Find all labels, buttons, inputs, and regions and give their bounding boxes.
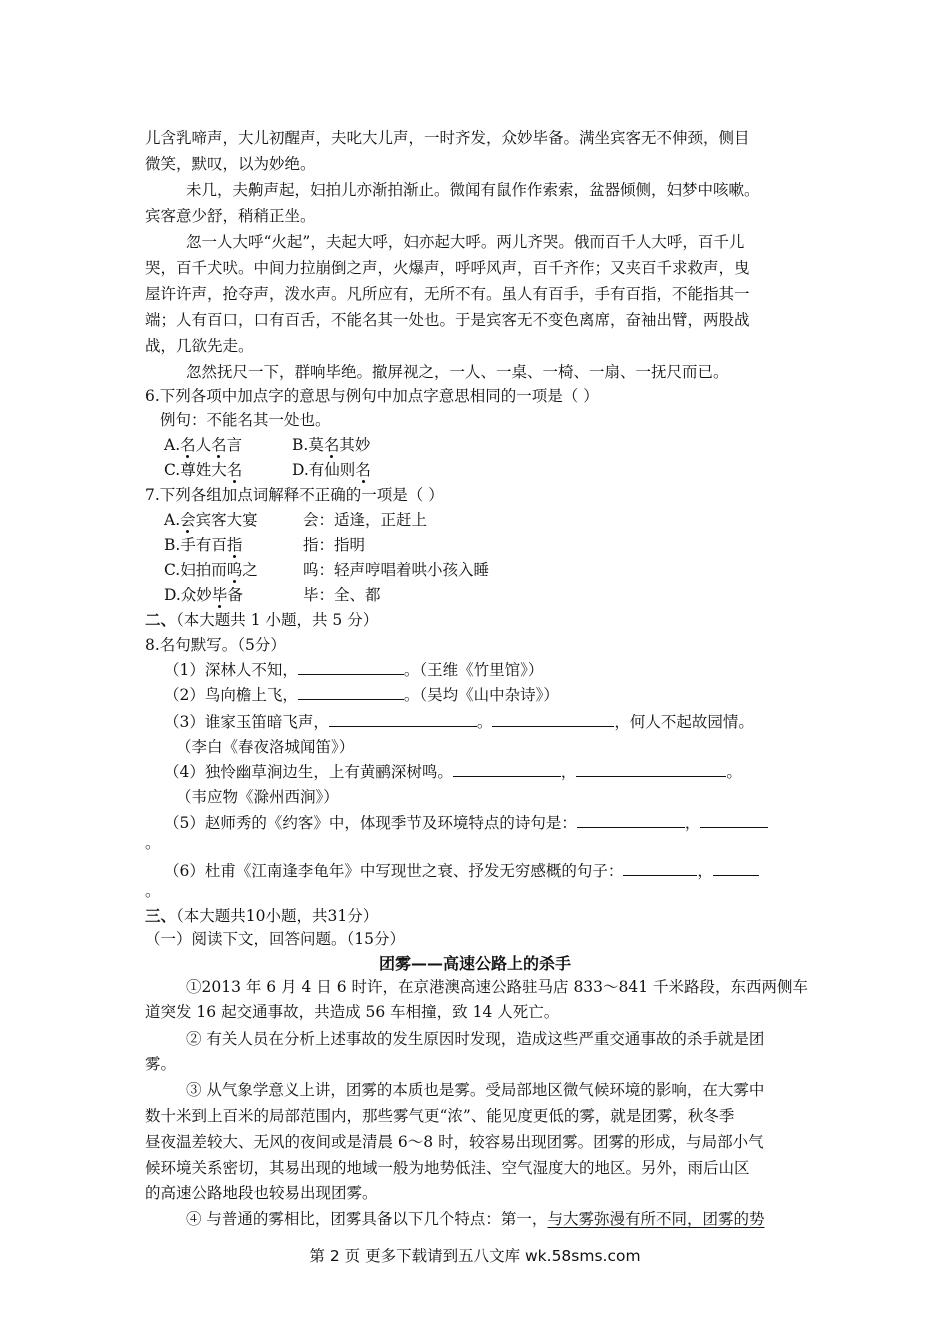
article-line: 的高速公路地段也较易出现团雾。 (145, 1184, 378, 1202)
question-7-option-c: C.妇拍而呜之 (164, 561, 258, 579)
question-6-option-d: D.有仙则名 (292, 461, 371, 479)
passage-line: 屋许许声，抢夺声，泼水声。凡所应有，无所不有。虽人有百手，手有百指，不能指其一 (145, 285, 750, 303)
question-6-option-a: A.名人名言 (164, 436, 243, 454)
question-8-item-2: （2）鸟向檐上飞， 。（吴均《山中杂诗》） (164, 686, 559, 704)
question-7-option-a: A.会宾客大宴 (164, 511, 258, 529)
article-line: 雾。 (145, 1055, 177, 1073)
answer-blank[interactable] (577, 813, 685, 828)
question-7-option-d: D.众妙毕备 (164, 586, 243, 604)
answer-blank[interactable] (492, 712, 614, 727)
passage-line: 战，几欲先走。 (145, 337, 254, 355)
question-8-item-6: （6）杜甫《江南逢李龟年》中写现世之衰、抒发无穷感概的句子： ， (164, 861, 759, 881)
question-6-example: 例句：不能名其一处也。 (160, 411, 331, 429)
question-7-def-b: 指：指明 (303, 536, 366, 554)
answer-blank[interactable] (298, 685, 404, 700)
question-7-stem: 7.下列各组加点词解释不正确的一项是（ ） (145, 486, 444, 504)
passage-line: 哭，百千犬吠。中间力拉崩倒之声，火爆声，呼呼风声，百千齐作；又夹百千求救声，曳 (145, 259, 750, 277)
section-2-heading: 二、（本大题共 1 小题，共 5 分） (145, 610, 379, 629)
question-7-option-b: B.手有百指 (164, 536, 243, 554)
article-line: ④ 与普通的雾相比，团雾具备以下几个特点：第一，与大雾弥漫有所不同，团雾的势 (186, 1210, 765, 1228)
question-7-def-a: 会：适逢，正赶上 (303, 511, 428, 529)
question-8-item-6-end: 。 (145, 882, 161, 900)
passage-line: 宾客意少舒，稍稍正坐。 (145, 207, 316, 225)
question-8-stem: 8.名句默写。（5分） (145, 636, 286, 654)
answer-blank[interactable] (453, 762, 561, 777)
answer-blank[interactable] (576, 762, 726, 777)
question-6-stem: 6.下列各项中加点字的意思与例句中加点字意思相同的一项是（ ） (145, 387, 599, 405)
question-8-item-4: （4）独怜幽草涧边生，上有黄鹂深树鸣。 ， 。 (164, 763, 742, 781)
question-6-option-b: B.莫名其妙 (292, 436, 371, 454)
passage-line: 儿含乳啼声，大儿初醒声，夫叱大儿声，一时齐发，众妙毕备。满坐宾客无不伸颈，侧目 (145, 129, 750, 147)
answer-blank[interactable] (298, 660, 404, 675)
question-8-item-5-end: 。 (145, 834, 161, 852)
answer-blank[interactable] (623, 861, 697, 876)
question-8-item-3: （3）谁家玉笛暗飞声， 。 ，何人不起故园情。 (164, 713, 754, 731)
passage-line: 微笑，默叹，以为妙绝。 (145, 155, 316, 173)
question-6-option-c: C.尊姓大名 (164, 461, 243, 479)
passage-line: 未几，夫齁声起，妇拍儿亦渐拍渐止。微闻有鼠作作索索，盆器倾侧，妇梦中咳嗽。 (186, 181, 760, 199)
article-line: ② 有关人员在分析上述事故的发生原因时发现，造成这些严重交通事故的杀手就是团 (186, 1030, 765, 1048)
question-7-def-d: 毕：全、都 (303, 586, 381, 604)
question-8-item-4-source: （韦应物《滁州西涧》） (176, 788, 339, 806)
question-7-def-c: 呜：轻声哼唱着哄小孩入睡 (303, 561, 490, 579)
passage-line: 端；人有百口，口有百舌，不能名其一处也。于是宾客无不变色离席，奋袖出臂，两股战 (145, 311, 750, 329)
underlined-text: 与大雾弥漫有所不同，团雾的势 (547, 1210, 765, 1228)
article-line: 数十米到上百米的局部范围内，那些雾气更“浓”、能见度更低的雾，就是团雾，秋冬季 (145, 1107, 735, 1125)
answer-blank[interactable] (329, 712, 477, 727)
page-footer: 第 2 页 更多下载请到五八文库 wk.58sms.com (309, 1247, 641, 1265)
question-8-item-5: （5）赵师秀的《约客》中，体现季节及环境特点的诗句是： ， (164, 813, 768, 833)
section-3-heading: 三、（本大题共10小题，共31分） (145, 906, 379, 925)
reading-part-1-label: （一）阅读下文，回答问题。（15分） (145, 930, 405, 948)
question-8-item-1: （1）深林人不知， 。（王维《竹里馆》） (164, 661, 544, 679)
question-8-item-3-source: （李白《春夜洛城闻笛》） (176, 738, 355, 756)
passage-line: 忽然抚尺一下，群响毕绝。撤屏视之，一人、一桌、一椅、一扇、一抚尺而已。 (186, 363, 729, 381)
passage-line: 忽一人大呼“火起”，夫起大呼，妇亦起大呼。两儿齐哭。俄而百千人大呼，百千儿 (186, 233, 745, 251)
answer-blank[interactable] (700, 813, 768, 828)
article-line: 昼夜温差较大、无风的夜间或是清晨 6～8 时，较容易出现团雾。团雾的形成，与局部小气 (145, 1133, 764, 1151)
answer-blank[interactable] (713, 861, 759, 876)
article-line: ①2013 年 6 月 4 日 6 时许，在京港澳高速公路驻马店 833～841 千米路段，东西两侧车 (186, 978, 809, 996)
article-line: 候环境关系密切，其易出现的地域一般为地势低洼、空气湿度大的地区。另外，雨后山区 (145, 1159, 750, 1177)
article-line: 道突发 16 起交通事故，共造成 56 车相撞，致 14 人死亡。 (145, 1003, 560, 1021)
article-line: ③ 从气象学意义上讲，团雾的本质也是雾。受局部地区微气候环境的影响，在大雾中 (186, 1081, 765, 1099)
article-title: 团雾——高速公路上的杀手 (378, 954, 571, 973)
